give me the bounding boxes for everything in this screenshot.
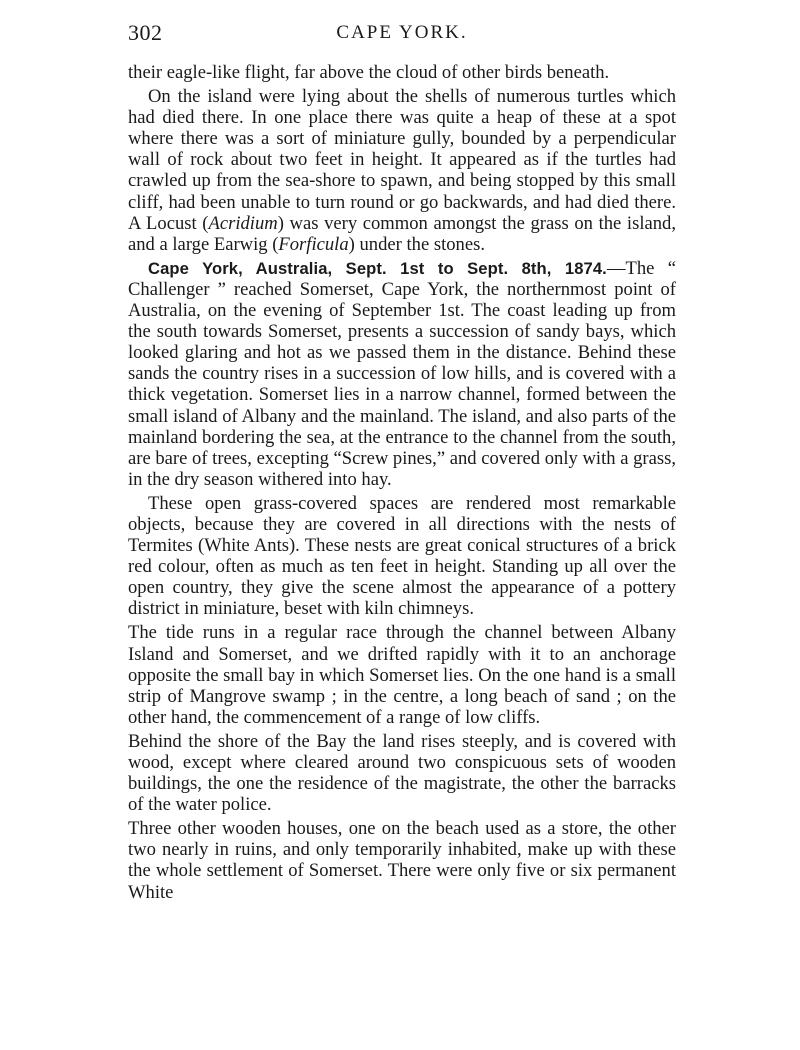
page-number: 302 [128,20,163,45]
paragraph-text: ) was very common amongst the grass on the island, and a large Earwig ( [128,212,676,255]
paragraph-text: —The “ Challenger ” reached Somerset, Cape York, the northernmost point of Australia, on the evening of September 1st. The coast leading up from the south towards Somerset, presents a succession of sandy bays, which looked glaring and hot as we passed them in the distance. Behind these sands the country rises in a succession of low hills, and is covered with a thick vegetation. Somerset lies in a narrow channel, formed between the small island of Albany and the mainland. The island, and also parts of the mainland bordering the sea, at the entrance to the channel from the south, are bare of trees, excepting “Screw pines,” and covered only with a grass, in the dry season withered into hay. [128,257,677,490]
paragraph-text: their eagle-like flight, far above the cloud of other birds beneath. [128,62,610,83]
paragraph-text: On the island were lying about the shells of numerous turtles which had died there. In one place there was quite a heap of these at a spot where there was a sort of miniature gully, bounded by a perpendicular wall of rock about two feet in height. It appeared as if the turtles had crawled up from the sea-shore to spawn, and being stopped by this small cliff, had been unable to turn round or go backwards, and had died there. A Locust ( [128,86,676,234]
paragraph-termites [128,493,676,620]
paragraph-text: These open grass-covered spaces are rendered most remarkable objects, because they are covered in all directions with the nests of Termites (White Ants). These nests are great conical structures of a brick red colour, often as much as ten feet in height. Standing up all over the open country, they give the scene almost the appearance of a pottery district in miniature, beset with kiln chimneys. [128,492,676,620]
paragraph-shore [128,731,676,815]
paragraph-text: Behind the shore of the Bay the land rises steeply, and is covered with wood, except where cleared around two conspicuous sets of wooden buildings, the one the residence of the magistrate, the other the barracks of the water police. [128,730,676,816]
paragraph-houses [128,818,676,902]
page-header [128,14,676,48]
paragraph-text: ) under the stones. [348,233,485,255]
paragraph-turtles [128,86,676,255]
paragraph-text: Three other wooden houses, one on the beach used as a store, the other two nearly in ruins, and only temporarily inhabited, make up with these the whole settlement of Somerset. There were only five or six permanent White [128,818,676,903]
body-text [128,62,676,903]
taxon-forficula: Forficula [278,233,349,255]
paragraph-tide [128,622,676,727]
paragraph-text: The tide runs in a regular race through the channel between Albany Island and Somerset, and we drifted rapidly with it to an anchorage opposite the small bay in which Somerset lies. On the one hand is a small strip of Mangrove swamp ; in the centre, a long beach of sand ; on the other hand, the commencement of a range of low cliffs. [128,622,676,728]
paragraph-continuation [128,62,676,83]
taxon-acridium: Acridium [208,212,278,234]
paragraph-cape-york [128,258,676,490]
section-heading: Cape York, Australia, Sept. 1st to Sept. 8th, 1874. [148,258,607,278]
running-head: CAPE YORK. [336,22,468,43]
